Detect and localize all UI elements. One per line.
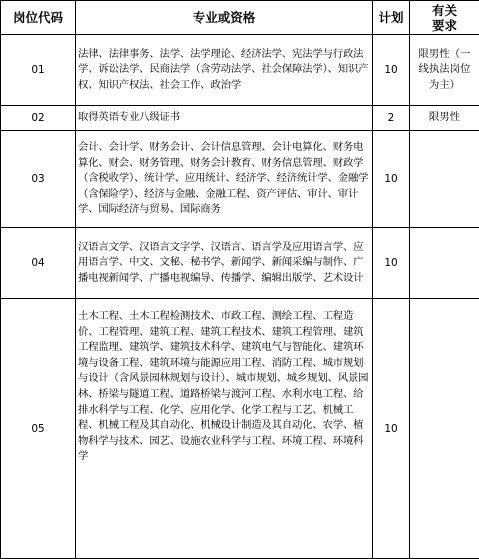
position-code: 04	[1, 228, 76, 299]
table-row	[1, 131, 479, 228]
position-code: 01	[1, 35, 76, 106]
requirement	[410, 228, 479, 299]
position-code: 02	[1, 106, 76, 131]
requirement	[410, 299, 479, 559]
major-list: 法律、法律事务、法学、法学理论、经济法学、宪法学与行政法学、诉讼法学、民商法学（含劳动法学、社会保障法学）、知识产权、知识产权法、社会工作、政治学	[76, 35, 373, 106]
header-plan: 计划	[373, 1, 410, 35]
requirement	[410, 35, 479, 106]
position-code: 05	[1, 299, 76, 559]
plan-count: 2	[373, 106, 410, 131]
position-code: 03	[1, 131, 76, 228]
plan-count: 10	[373, 299, 410, 559]
plan-count: 10	[373, 228, 410, 299]
major-list: 土木工程、土木工程检测技术、市政工程、测绘工程、工程造价、工程管理、建筑工程、建筑工程技术、建筑工程管理、建筑工程监理、建筑学、建筑技术科学、建筑电气与智能化、建筑环境与设备工程、建筑环境与能源应用工程、消防工程、城市规划与设计（含风景园林规划与设计）、城市规划、城乡规划、风景园林、桥梁与隧道工程、道路桥梁与渡河工程、水利水电工程、给排水科学与工程、化学、应用化学、化学工程与工艺、机械工程、机械工程及其自动化、机械设计制造及其自动化、农学、植物科学与技术、园艺、设施农业科学与工程、环境工程、环境科学	[76, 299, 373, 559]
requirement: 限男性	[410, 106, 479, 131]
table-row	[1, 299, 479, 559]
major-list: 取得英语专业八级证书	[76, 106, 373, 131]
major-list: 会计、会计学、财务会计、会计信息管理、会计电算化、财务电算化、财会、财务管理、财务会计教育、财务信息管理、财政学（含税收学）、统计学、应用统计、经济学、经济统计学、金融学（含保险学）、经济与金融、金融工程、资产评估、审计、审计学、国际经济与贸易、国际商务	[76, 131, 373, 228]
table-row	[1, 228, 479, 299]
requirement-text: 限男性（一线执法岗位为主）	[418, 47, 472, 94]
plan-count: 10	[373, 35, 410, 106]
table-row	[1, 35, 479, 106]
header-major: 专业或资格	[76, 1, 373, 35]
header-code: 岗位代码	[1, 1, 76, 35]
plan-count: 10	[373, 131, 410, 228]
requirement	[410, 131, 479, 228]
header-row	[1, 1, 479, 35]
table-row	[1, 106, 479, 131]
header-req-text: 有关要求	[427, 3, 463, 33]
header-req	[410, 1, 479, 35]
major-list: 汉语言文学、汉语言文字学、汉语言、语言学及应用语言学、应用语言学、中文、文秘、秘书学、新闻学、新闻采编与制作、广播电视新闻学、广播电视编导、传播学、编辑出版学、艺术设计	[76, 228, 373, 299]
